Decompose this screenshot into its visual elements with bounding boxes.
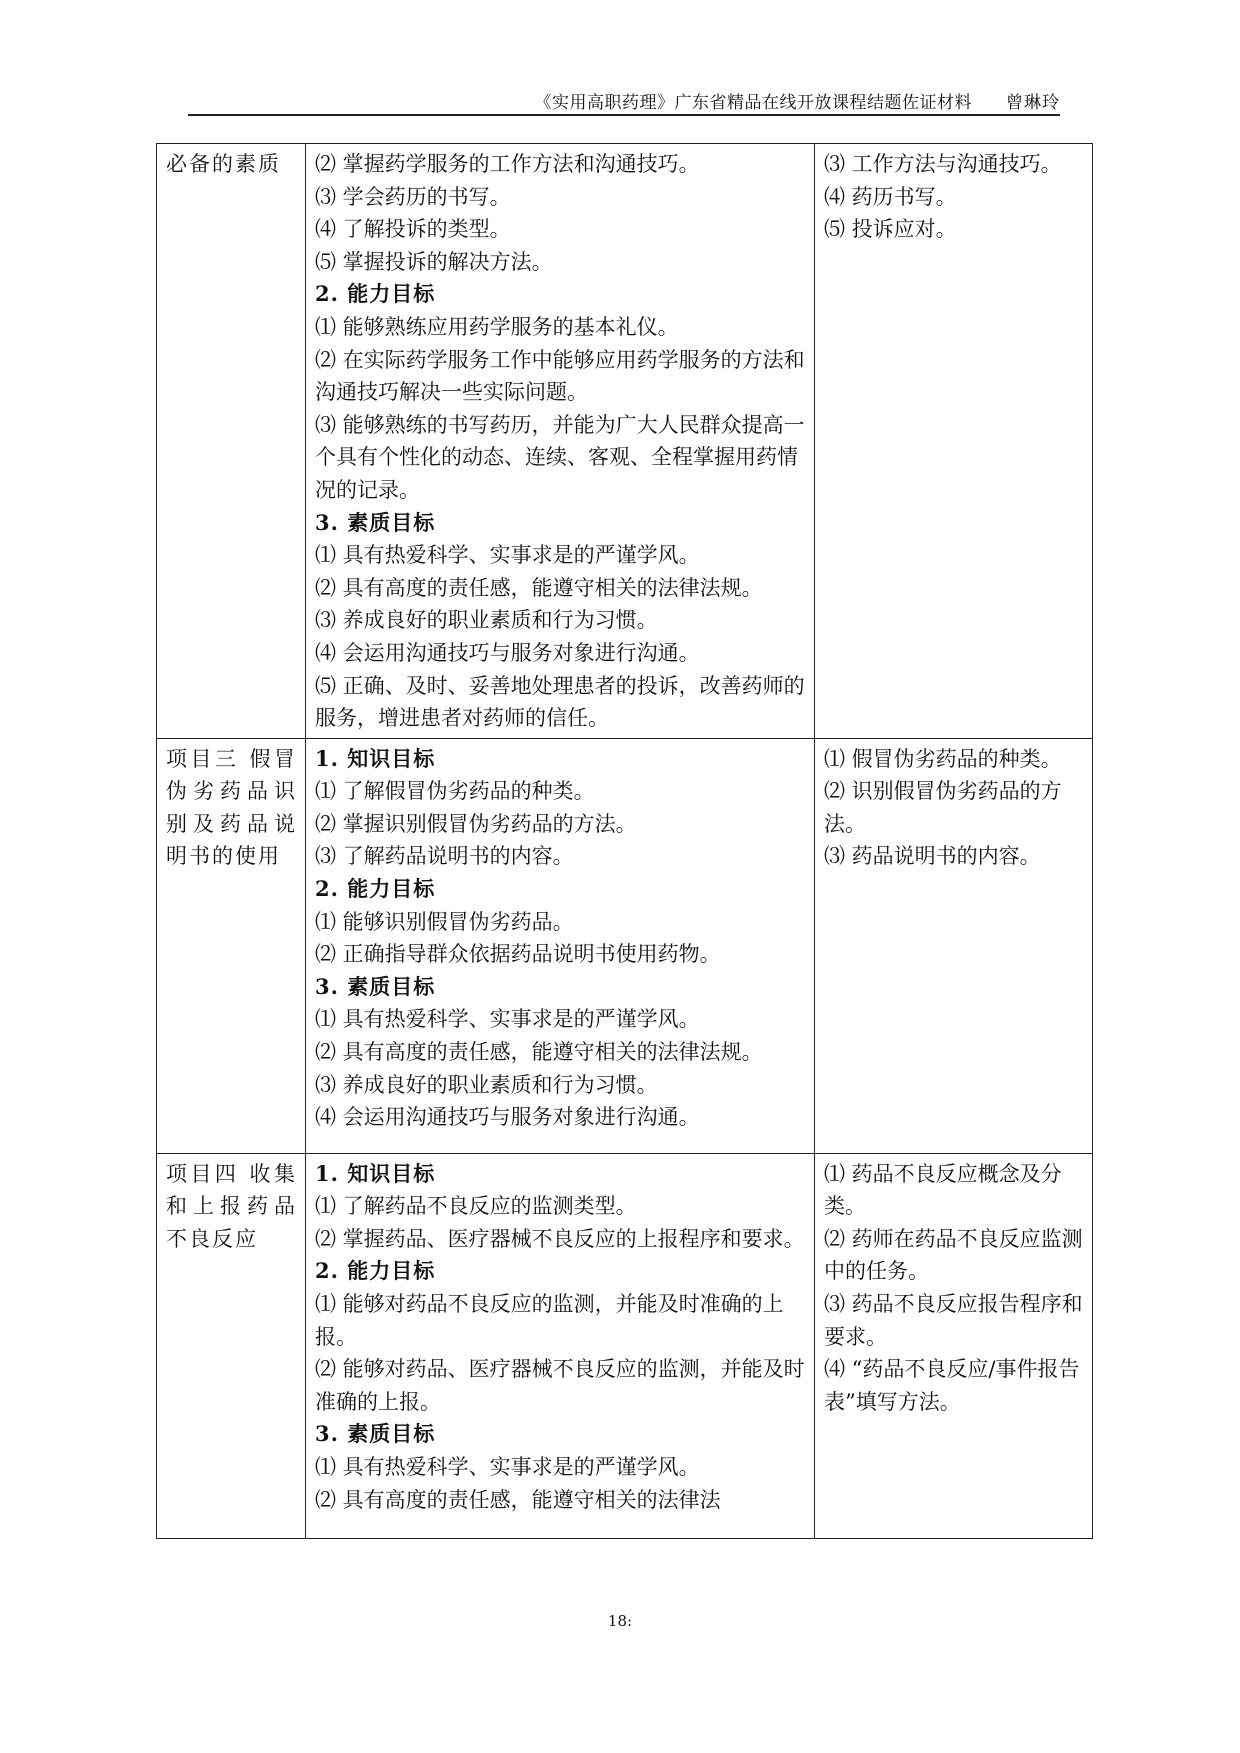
goal-line: ⑵ 在实际药学服务工作中能够应用药学服务的方法和沟通技巧解决一些实际问题。 xyxy=(315,347,805,405)
key-point: ⑶ 工作方法与沟通技巧。 xyxy=(824,152,1062,176)
key-point: ⑶ 药品不良反应报告程序和要求。 xyxy=(824,1292,1083,1349)
key-point: ⑷ “药品不良反应/事件报告表”填写方法。 xyxy=(824,1357,1080,1414)
goal-line: ⑵ 掌握识别假冒伪劣药品的方法。 xyxy=(315,811,637,836)
goal-heading: 3. 素质目标 xyxy=(315,973,436,999)
key-point: ⑵ 药师在药品不良反应监测中的任务。 xyxy=(824,1226,1083,1284)
goal-line: ⑴ 能够识别假冒伪劣药品。 xyxy=(315,909,574,934)
key-points-cell xyxy=(815,738,1093,1153)
goal-heading: 2. 能力目标 xyxy=(315,876,436,902)
goal-line: ⑴ 了解药品不良反应的监测类型。 xyxy=(315,1194,637,1219)
page-header xyxy=(188,88,1060,116)
goal-heading: 3. 素质目标 xyxy=(315,1421,436,1447)
goal-line: ⑴ 了解假冒伪劣药品的种类。 xyxy=(315,779,595,804)
project-name-cell xyxy=(157,738,306,1153)
goals-cell xyxy=(306,144,815,739)
project-name-cell xyxy=(157,144,306,739)
key-point: ⑶ 药品说明书的内容。 xyxy=(824,844,1041,869)
goal-line: ⑴ 能够对药品不良反应的监测，并能及时准确的上报。 xyxy=(315,1292,784,1349)
table-row xyxy=(157,1153,1093,1538)
goal-line: ⑷ 会运用沟通技巧与服务对象进行沟通。 xyxy=(315,1105,700,1130)
project-name: 必备的素质 xyxy=(166,152,281,176)
goal-line: ⑶ 学会药历的书写。 xyxy=(315,184,511,209)
goal-line: ⑵ 具有高度的责任感，能遵守相关的法律法规。 xyxy=(315,575,763,600)
curriculum-table xyxy=(156,143,1093,1539)
goal-heading: 2. 能力目标 xyxy=(315,1258,436,1284)
goal-line: ⑶ 能够熟练的书写药历，并能为广大人民群众提高一个具有个性化的动态、连续、客观、全程掌握用药情况的记录。 xyxy=(315,412,805,502)
page-number: 18: xyxy=(607,1612,633,1630)
goal-line: ⑶ 养成良好的职业素质和行为习惯。 xyxy=(315,608,658,633)
key-point: ⑵ 识别假冒伪劣药品的方法。 xyxy=(824,779,1062,836)
goal-line: ⑵ 掌握药学服务的工作方法和沟通技巧。 xyxy=(315,152,700,176)
goal-heading: 1. 知识目标 xyxy=(315,745,436,771)
project-name-cell xyxy=(157,1153,306,1538)
goal-line: ⑴ 具有热爱科学、实事求是的严谨学风。 xyxy=(315,1007,700,1032)
goal-line: ⑴ 具有热爱科学、实事求是的严谨学风。 xyxy=(315,1455,700,1480)
goal-line: ⑵ 掌握药品、医疗器械不良反应的上报程序和要求。 xyxy=(315,1226,805,1251)
header-title: 《实用高职药理》广东省精品在线开放课程结题佐证材料 xyxy=(534,93,972,113)
goal-line: ⑸ 掌握投诉的解决方法。 xyxy=(315,249,553,274)
key-point: ⑴ 假冒伪劣药品的种类。 xyxy=(824,746,1062,771)
goal-line: ⑸ 正确、及时、妥善地处理患者的投诉，改善药师的服务，增进患者对药师的信任。 xyxy=(315,673,805,731)
goal-line: ⑵ 具有高度的责任感，能遵守相关的法律法规。 xyxy=(315,1040,763,1065)
goal-heading: 2. 能力目标 xyxy=(315,281,436,307)
goal-line: ⑷ 会运用沟通技巧与服务对象进行沟通。 xyxy=(315,640,700,665)
key-point: ⑸ 投诉应对。 xyxy=(824,217,957,242)
key-points-cell xyxy=(815,1153,1093,1538)
key-point: ⑷ 药历书写。 xyxy=(824,184,957,209)
goal-line: ⑴ 具有热爱科学、实事求是的严谨学风。 xyxy=(315,543,700,568)
header-author: 曾琳玲 xyxy=(1006,93,1060,113)
goal-line: ⑴ 能够熟练应用药学服务的基本礼仪。 xyxy=(315,314,679,339)
goal-line: ⑵ 具有高度的责任感，能遵守相关的法律法 xyxy=(315,1487,721,1512)
key-point: ⑴ 药品不良反应概念及分类。 xyxy=(824,1161,1062,1219)
goal-heading: 3. 素质目标 xyxy=(315,509,436,535)
key-points-cell xyxy=(815,144,1093,739)
goal-line: ⑵ 正确指导群众依据药品说明书使用药物。 xyxy=(315,942,721,967)
goal-heading: 1. 知识目标 xyxy=(315,1160,436,1186)
table-row xyxy=(157,144,1093,739)
goal-line: ⑶ 养成良好的职业素质和行为习惯。 xyxy=(315,1072,658,1097)
goal-line: ⑶ 了解药品说明书的内容。 xyxy=(315,844,574,869)
project-name: 项目三 假冒伪劣药品识别及药品说明书的使用 xyxy=(166,746,297,869)
goals-cell xyxy=(306,1153,815,1538)
project-name: 项目四 收集和上报药品不良反应 xyxy=(166,1161,297,1251)
goals-cell xyxy=(306,738,815,1153)
table-row xyxy=(157,738,1093,1153)
goal-line: ⑷ 了解投诉的类型。 xyxy=(315,217,511,242)
goal-line: ⑵ 能够对药品、医疗器械不良反应的监测，并能及时准确的上报。 xyxy=(315,1357,805,1414)
